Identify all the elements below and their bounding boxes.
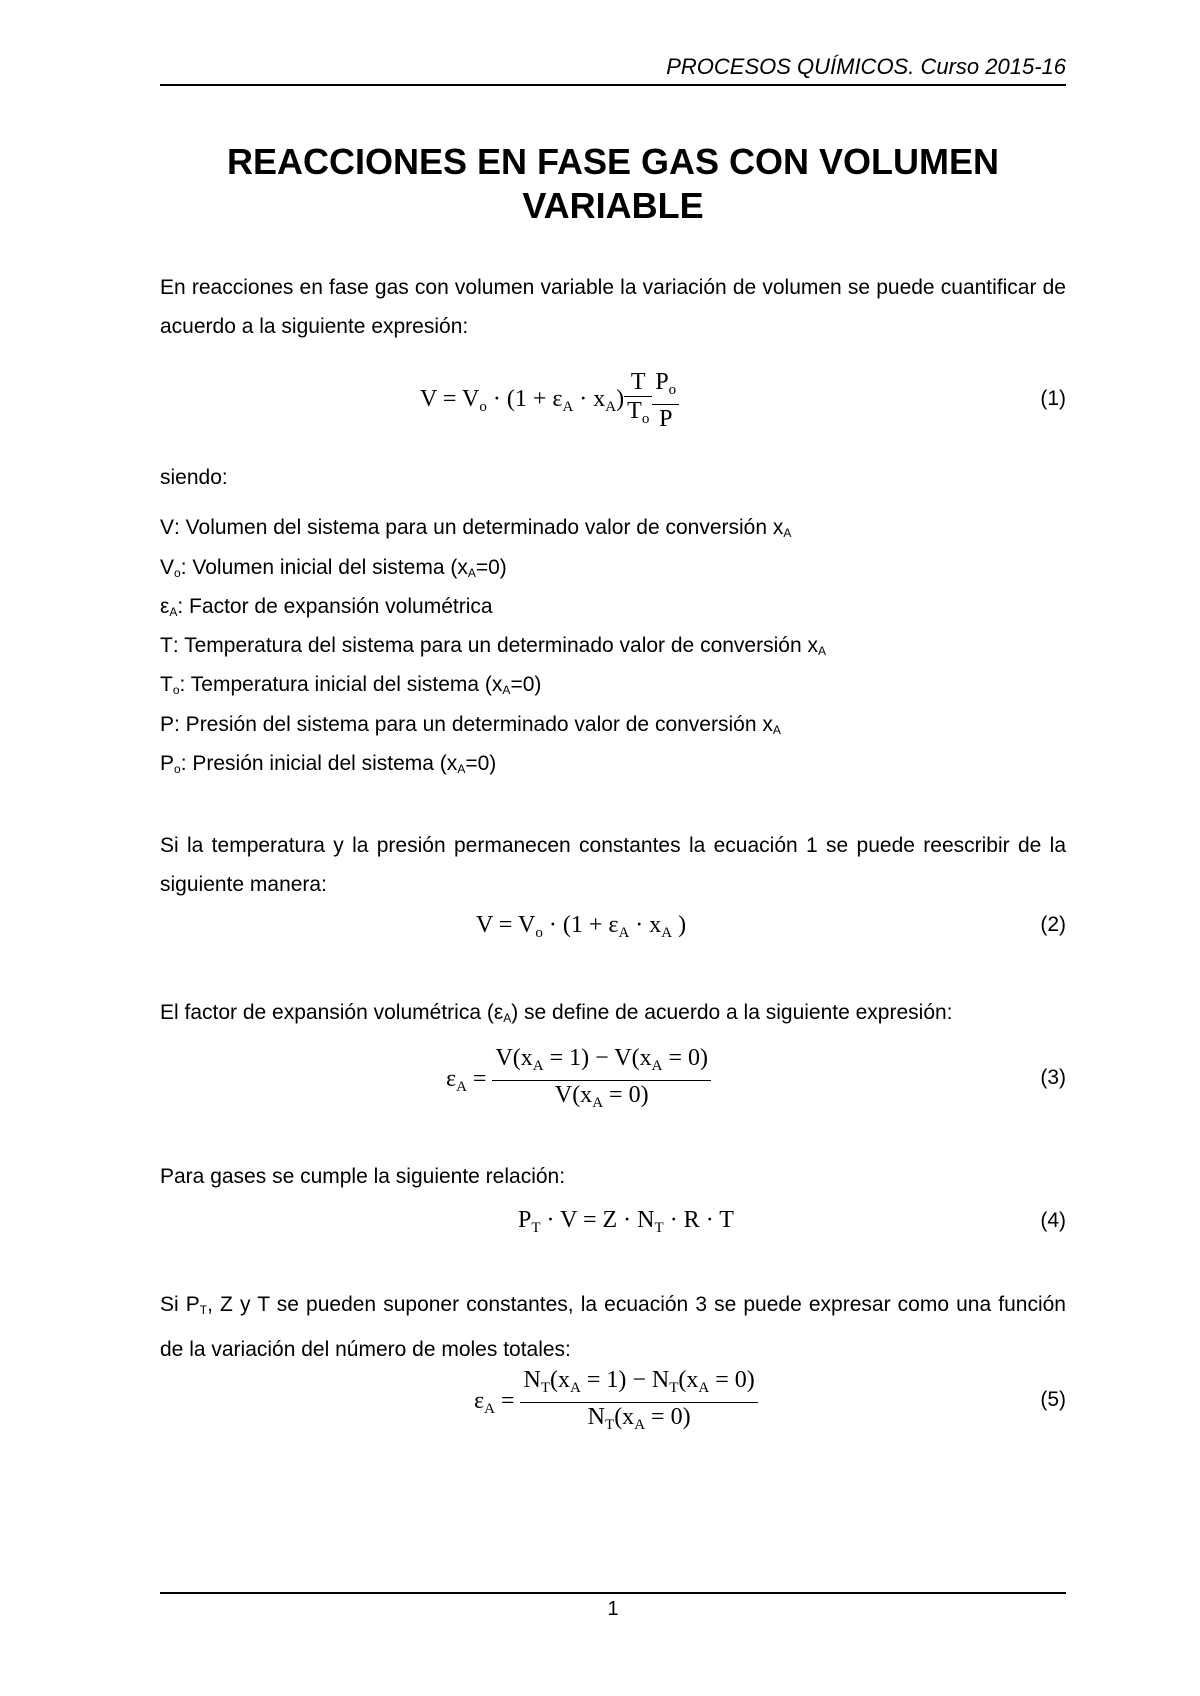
siendo-label: siendo: <box>160 466 228 489</box>
definition-text: : Temperatura inicial del sistema (x <box>179 673 503 696</box>
definition-tail-subscript: A <box>817 644 826 658</box>
equation-5-number: (5) <box>1040 1388 1066 1411</box>
title-line-2: VARIABLE <box>522 185 704 226</box>
definition-tail-subscript: A <box>457 762 466 776</box>
intro-paragraph: En reacciones en fase gas con volumen variable la variación de volumen se puede cuantificar de acuerdo a la siguiente expresión: <box>160 276 1066 338</box>
equation-3: $\varepsilon_A$ = $\frac{V(x_A = 1) - V(x_A = 0)}{V(x_A = 0)}$ <box>446 1044 711 1117</box>
definition-text: : Presión del sistema para un determinado valor de conversión x <box>174 713 773 736</box>
definition-text: : Presión inicial del sistema (x <box>180 752 458 775</box>
definition-symbol-subscript: o <box>172 683 180 697</box>
definition-after: =0) <box>475 556 507 579</box>
page-title <box>160 140 1066 228</box>
equation-2: $V = V_o \cdot (1 + \varepsilon_A \cdot x_A$ ) <box>476 912 687 941</box>
expansion-factor-paragraph: El factor de expansión volumétrica (εA) se define de acuerdo a la siguiente expresión: <box>160 1001 953 1025</box>
definition-after: =0) <box>510 673 542 696</box>
definition-symbol-subscript: o <box>174 566 181 580</box>
running-header: PROCESOS QUÍMICOS. Curso 2015-16 <box>666 54 1066 79</box>
definition-item <box>160 751 496 782</box>
equation-2-number: (2) <box>1040 913 1066 936</box>
definition-after: =0) <box>465 752 497 775</box>
definition-symbol-subscript: o <box>174 762 181 776</box>
equation-4: $P_T \cdot V = Z \cdot N_T \cdot R \cdot T$ <box>518 1207 734 1236</box>
constant-tp-paragraph: Si la temperatura y la presión permanecen constantes la ecuación 1 se puede reescribir de la siguiente manera: <box>160 834 1066 896</box>
definition-symbol: V <box>160 516 175 539</box>
definition-item <box>160 594 493 625</box>
definition-item <box>160 633 826 664</box>
definition-tail-subscript: A <box>467 566 476 580</box>
moles-paragraph: Si PT, Z y T se pueden suponer constantes, la ecuación 3 se puede expresar como una función de la variación del número de moles totales: <box>160 1293 1066 1361</box>
gas-relation-paragraph: Para gases se cumple la siguiente relación: <box>160 1165 566 1188</box>
footer-rule <box>160 1592 1066 1594</box>
definition-symbol: T <box>160 673 173 696</box>
definition-tail-subscript: A <box>502 683 511 697</box>
definition-symbol: ε <box>160 595 170 618</box>
equation-5: $\varepsilon_A$ = $\frac{N_T(x_A = 1) - N_T(x_A = 0)}{N_T(x_A = 0)}$ <box>474 1366 758 1439</box>
definition-text: : Factor de expansión volumétrica <box>177 595 493 618</box>
equation-1: $V = V_o \cdot (1 + \varepsilon_A \cdot x_A)$ $\frac{T}{T_o}$ $\frac{P_o}{P}$ <box>420 368 679 433</box>
equation-4-number: (4) <box>1040 1209 1066 1232</box>
equation-1-number: (1) <box>1040 387 1066 410</box>
definition-text: : Volumen del sistema para un determinado valor de conversión x <box>174 516 784 539</box>
page-number: 1 <box>607 1598 619 1620</box>
definition-symbol: P <box>160 713 175 736</box>
definition-text: : Temperatura del sistema para un determinado valor de conversión x <box>172 634 818 657</box>
definition-symbol: T <box>160 634 173 657</box>
definition-text: : Volumen inicial del sistema (x <box>180 556 468 579</box>
definition-tail-subscript: A <box>772 723 781 737</box>
definition-item <box>160 712 781 743</box>
definition-tail-subscript: A <box>783 526 792 540</box>
definition-symbol: P <box>160 752 175 775</box>
definition-item <box>160 555 507 586</box>
equation-3-number: (3) <box>1040 1066 1066 1089</box>
title-line-1: REACCIONES EN FASE GAS CON VOLUMEN <box>226 141 1000 182</box>
definition-item <box>160 672 541 703</box>
definition-symbol: V <box>160 556 175 579</box>
header-rule <box>160 84 1066 86</box>
definition-symbol-subscript: A <box>169 605 178 619</box>
definition-item <box>160 515 791 546</box>
